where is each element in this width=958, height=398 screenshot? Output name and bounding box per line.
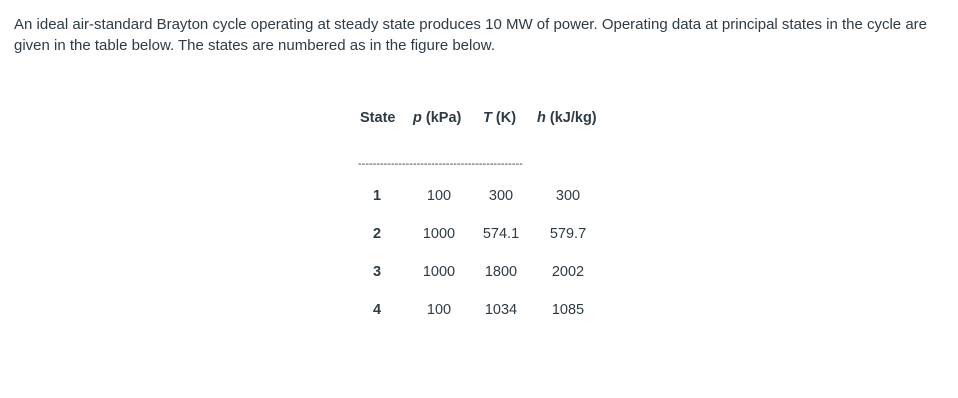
header-temperature [483, 110, 516, 126]
header-enthalpy-unit: (kJ/kg) [545, 110, 597, 126]
table-row [358, 226, 600, 248]
cell-state: 2 [372, 226, 382, 242]
cell-enthalpy: 579.7 [549, 226, 587, 242]
cell-enthalpy: 300 [555, 188, 581, 204]
header-pressure [413, 110, 461, 126]
cell-state: 3 [372, 264, 382, 280]
cell-temperature: 1034 [484, 302, 518, 318]
cell-state: 1 [372, 188, 382, 204]
cell-state: 4 [372, 302, 382, 318]
cell-temperature: 1800 [484, 264, 518, 280]
header-temperature-unit: (K) [491, 110, 517, 126]
header-enthalpy-symbol: h [537, 110, 546, 126]
header-temperature-symbol: T [483, 110, 492, 126]
header-state: State [360, 110, 396, 126]
header-pressure-unit: (kPa) [421, 110, 462, 126]
cell-pressure: 1000 [422, 226, 456, 242]
table-row [358, 264, 600, 286]
table-row [358, 188, 600, 210]
cell-temperature: 300 [488, 188, 514, 204]
header-pressure-symbol: p [413, 110, 422, 126]
header-enthalpy [537, 110, 597, 126]
cell-enthalpy: 2002 [551, 264, 585, 280]
cell-pressure: 100 [426, 302, 452, 318]
cell-temperature: 574.1 [482, 226, 520, 242]
cell-pressure: 100 [426, 188, 452, 204]
cell-enthalpy: 1085 [551, 302, 585, 318]
table-header-row [358, 110, 600, 132]
problem-statement: An ideal air-standard Brayton cycle operating at steady state produces 10 MW of power. Operating data at principal states in the cycle are given in the table below. The states are numbered as in the figure below. [14, 16, 927, 54]
table-divider: --------------------------------------------- [358, 158, 523, 170]
cell-pressure: 1000 [422, 264, 456, 280]
table-row [358, 302, 600, 324]
